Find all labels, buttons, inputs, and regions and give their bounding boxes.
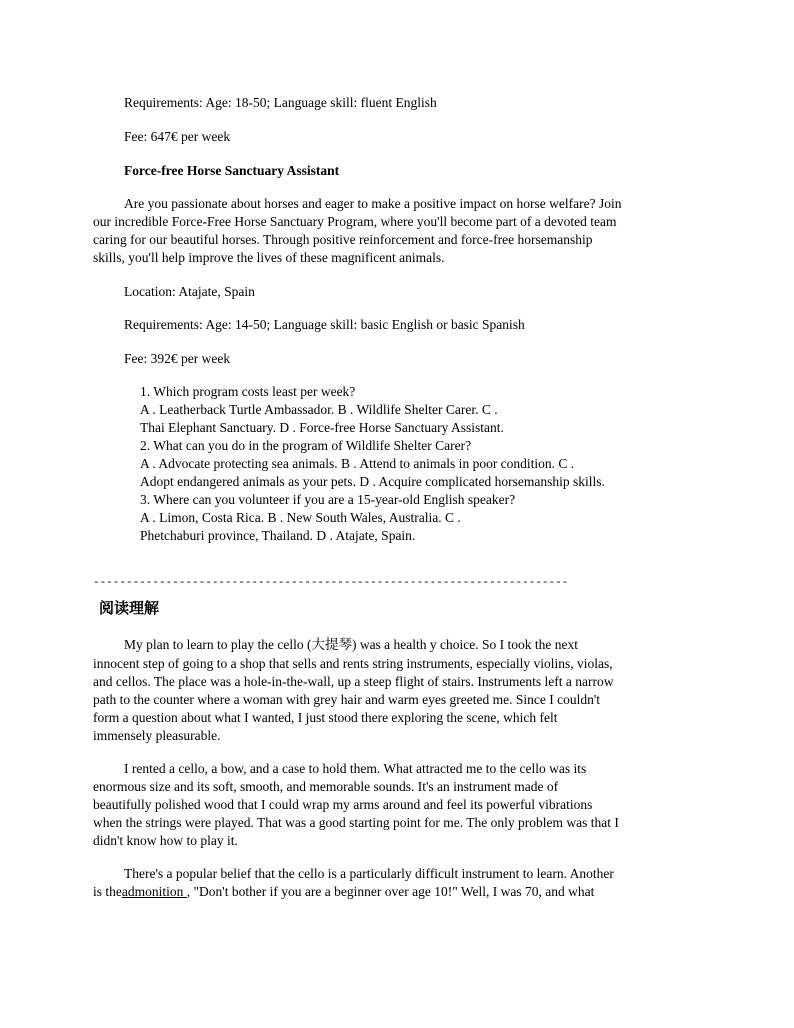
section-divider: ------------------------------------------------------------------------ (93, 577, 569, 589)
fee-line: Fee: 392€ per week (124, 351, 231, 366)
question-line: Phetchaburi province, Thailand. D . Atajate, Spain. (140, 528, 416, 543)
question-line: 1. Which program costs least per week? (140, 384, 356, 399)
paragraph-line: Are you passionate about horses and eager to make a positive impact on horse welfare? Join (124, 196, 622, 211)
paragraph-line: There's a popular belief that the cello is a particularly difficult instrument to learn. Another (124, 866, 614, 881)
question-line: A . Advocate protecting sea animals. B . Attend to animals in poor condition. C . (140, 456, 575, 471)
paragraph-line: our incredible Force-Free Horse Sanctuary Program, where you'll become part of a devoted team (93, 214, 617, 229)
paragraph-line: when the strings were played. That was a good starting point for me. The only problem was that I (93, 815, 619, 830)
question-line: Adopt endangered animals as your pets. D . Acquire complicated horsemanship skills. (140, 474, 605, 489)
question-line: A . Leatherback Turtle Ambassador. B . Wildlife Shelter Carer. C . (140, 402, 498, 417)
requirements-line: Requirements: Age: 14-50; Language skill: basic English or basic Spanish (124, 317, 525, 332)
line-text: is the (93, 884, 122, 899)
paragraph-line: skills, you'll help improve the lives of these magnificent animals. (93, 250, 445, 265)
paragraph-line: form a question about what I wanted, I just stood there exploring the scene, which felt (93, 710, 558, 725)
fee-line: Fee: 647€ per week (124, 129, 231, 144)
paragraph-line: innocent step of going to a shop that sells and rents string instruments, especially violins, violas, (93, 656, 613, 671)
paragraph-line: enormous size and its soft, smooth, and memorable sounds. It's an instrument made of (93, 779, 559, 794)
paragraph-line: beautifully polished wood that I could wrap my arms around and feel its powerful vibrations (93, 797, 593, 812)
paragraph-line: path to the counter where a woman with grey hair and warm eyes greeted me. Since I couldn't (93, 692, 601, 707)
paragraph-line: My plan to learn to play the cello (大提琴) was a health y choice. So I took the next (124, 637, 579, 652)
paragraph-line (93, 883, 594, 901)
line-text: , "Don't bother if you are a beginner over age 10!" Well, I was 70, and what (186, 884, 595, 899)
question-line: Thai Elephant Sanctuary. D . Force-free Horse Sanctuary Assistant. (140, 420, 504, 435)
paragraph-line: caring for our beautiful horses. Through positive reinforcement and force-free horsemanship (93, 232, 593, 247)
section-heading: 阅读理解 (99, 599, 160, 617)
program-title: Force-free Horse Sanctuary Assistant (124, 163, 340, 178)
paragraph-line: didn't know how to play it. (93, 833, 238, 848)
question-line: 2. What can you do in the program of Wildlife Shelter Carer? (140, 438, 472, 453)
question-line: A . Limon, Costa Rica. B . New South Wales, Australia. C . (140, 510, 461, 525)
paragraph-line: I rented a cello, a bow, and a case to hold them. What attracted me to the cello was its (124, 761, 587, 776)
paragraph-line: immensely pleasurable. (93, 728, 221, 743)
question-line: 3. Where can you volunteer if you are a 15-year-old English speaker? (140, 492, 516, 507)
underlined-word: admonition (121, 884, 187, 899)
location-line: Location: Atajate, Spain (124, 284, 255, 299)
paragraph-line: and cellos. The place was a hole-in-the-wall, up a steep flight of stairs. Instruments left a narrow (93, 674, 614, 689)
requirements-line: Requirements: Age: 18-50; Language skill: fluent English (124, 95, 437, 110)
